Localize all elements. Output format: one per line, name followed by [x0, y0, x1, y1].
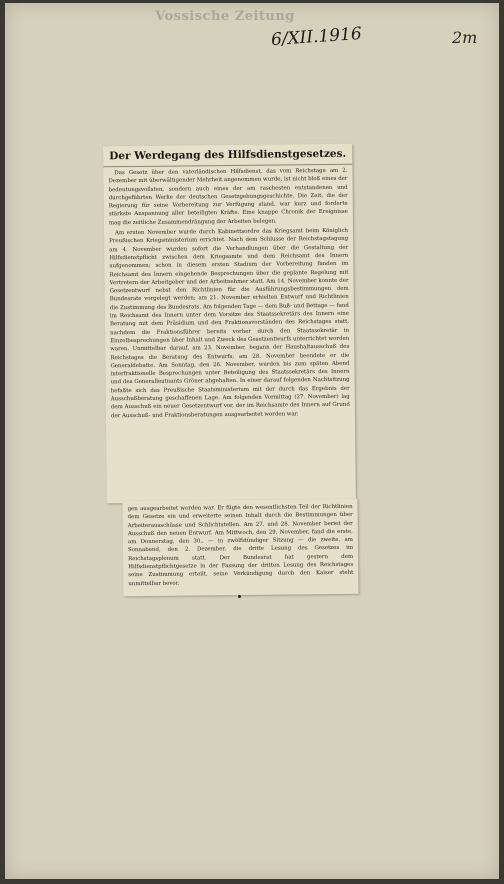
article-paragraph: Das Gesetz über den vaterländischen Hilfsdienst, das vom Reichstage am 2. Dezember mit überwältigender Mehrheit angenommen wurde, ist nicht bloß eines der bedeutungsvollsten, sondern auch eines der am raschesten entstandenen und durchgeführten Werke der deutschen Gesetzgebungsgeschichte. Die Zeit, die der Regierung für seine Vorbereitung zur Verfügung stand, war kurz und forderte stärkste Anspannung aller beteiligten Kräfte. Eine knappe Chronik der Ereignisse mag die zeitliche Zusammendrängung der Arbeiten belegen.	[108, 167, 348, 227]
ink-dot	[238, 595, 241, 598]
newspaper-stamp: Vossische Zeitung	[155, 9, 295, 24]
article-paragraph: Am ersten November wurde durch Kabinettsordre das Kriegsamt beim Königlich Preußischen Kriegsministerium errichtet. Nach dem Schlusse der Reichstagstagung am 4. November wurden sofort die Verhandlungen über die Gestaltung der Hilfsdienstpflicht zwischen dem Kriegsamte und dem Reichsamt des Innern aufgenommen; schon in diesem ersten Stadium der Vorbereitung fanden im Reichsamt des Innern eingehende Besprechungen über die geplante Regelung mit Vertretern der Arbeitgeber und der Arbeitnehmer statt. Am 14. November konnte der Gesetzentwurf nebst den Richtlinien für die Ausführungsbestimmungen dem Bundesrate vorgelegt werden; am 21. November erhielten Entwurf und Richtlinien die Zustimmung des Bundesrats. Am folgenden Tage — dem Buß- und Bettage — fand im Reichsamt des Innern unter dem Vorsitze des Staatssekretärs des Innern eine Beratung mit dem Präsidium und den Fraktionsvorständen des Reichstages statt, nachdem die Fraktionsführer bereits vorher durch den Staatssekretär in Einzelbesprechungen über Inhalt und Zweck des Gesetzentwurfs unterrichtet worden waren. Unmittelbar darauf, am 23. November, begann der Haushaltausschuß des Reichstages die Beratung des Entwurfs; am 28. November beendete er die Generaldebatte. Am Sonntag, den 26. November, wurden bis zum späten Abend interfraktionelle Besprechungen unter Beteiligung des Staatssekretärs des Innern und des Generalleutnants Gröner abgehalten. In einer darauf folgenden Nachtsitzung befaßte sich das Preußische Staatsministerium mit der durch das Ergebnis der Ausschußberatung geschaffenen Lage. Am folgenden Vormittag (27. November) lag dem Ausschuß ein neuer Gesetzentwurf vor, der im Reichsamte des Innern auf Grund der Ausschuß- und Fraktionsberatungen ausgearbeitet worden war.	[109, 227, 350, 419]
newspaper-clipping-continuation	[123, 499, 359, 596]
article-headline: Der Werdegang des Hilfsdienstgesetzes.	[103, 144, 352, 168]
article-continuation: gen ausgearbeitet worden war. Er fügte den wesentlichsten Teil der Richtlinien dem Gesetze ein und erweiterte seinen Inhalt durch die Bestimmungen über Arbeiterausschüsse und Schlichtstellen. Am 27. und 28. November beriet der Ausschuß den neuen Entwurf. Am Mittwoch, den 29. November, fand die erste, am Donnerstag, den 30., — in zwölfstündiger Sitzung — die zweite, am Sonnabend, den 2. Dezember, die dritte Lesung des Gesetzes im Reichstagsplenum statt. Der Bundesrat hat gestern dem Hilfsdienstpflichtgesetze in der Fassung der dritten Lesung des Reichstages seine Zustimmung erteilt, seine Verkündigung durch den Kaiser steht unmittelbar bevor.	[127, 503, 354, 587]
handwritten-date: 6/XII.1916	[270, 23, 363, 51]
newspaper-clipping-main	[103, 144, 356, 504]
handwritten-reference: 2m	[452, 28, 478, 47]
